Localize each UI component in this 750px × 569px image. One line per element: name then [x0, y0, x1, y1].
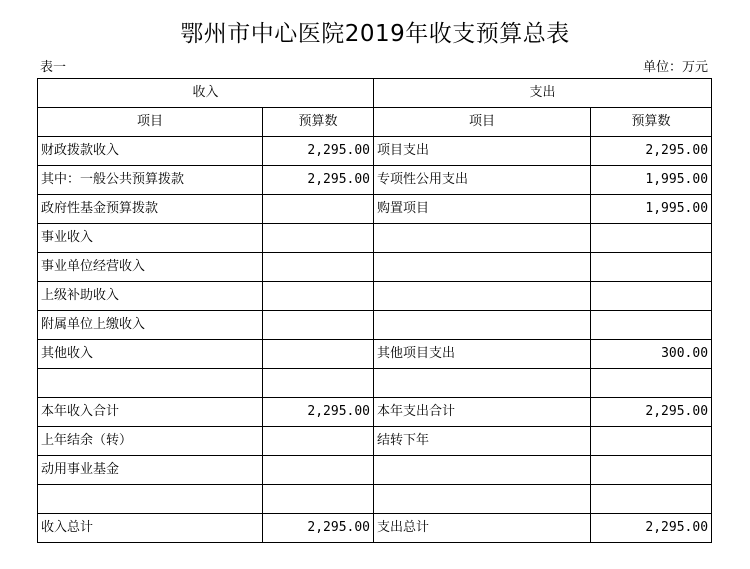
- table-row: [38, 311, 712, 340]
- expense-item-cell: 支出总计: [374, 514, 591, 543]
- income-item-cell: [38, 369, 263, 398]
- expense-item-cell: [374, 485, 591, 514]
- income-amount-cell: [263, 311, 374, 340]
- expense-amount-cell: 2,295.00: [591, 514, 712, 543]
- income-item-cell: 其他收入: [38, 340, 263, 369]
- table-row: [38, 340, 712, 369]
- income-amount-cell: 2,295.00: [263, 166, 374, 195]
- income-amount-cell: 2,295.00: [263, 398, 374, 427]
- expense-amount-cell: [591, 369, 712, 398]
- income-item-cell: 上年结余（转）: [38, 427, 263, 456]
- column-header-row: [38, 108, 712, 137]
- income-amount-cell: [263, 485, 374, 514]
- expense-item-cell: 结转下年: [374, 427, 591, 456]
- table-row: [38, 224, 712, 253]
- expense-amount-cell: [591, 311, 712, 340]
- income-item-cell: 事业收入: [38, 224, 263, 253]
- expense-amount-cell: [591, 282, 712, 311]
- expense-item-cell: 其他项目支出: [374, 340, 591, 369]
- expense-item-cell: 项目支出: [374, 137, 591, 166]
- expense-item-cell: [374, 311, 591, 340]
- table-row: [38, 485, 712, 514]
- expense-item-cell: 购置项目: [374, 195, 591, 224]
- table-number: 表一: [40, 60, 67, 75]
- table-row: [38, 456, 712, 485]
- income-amount-cell: [263, 427, 374, 456]
- income-amount-cell: 2,295.00: [263, 137, 374, 166]
- expense-item-cell: [374, 224, 591, 253]
- income-item-cell: 附属单位上缴收入: [38, 311, 263, 340]
- income-amount-cell: [263, 369, 374, 398]
- expense-amount-cell: [591, 485, 712, 514]
- income-amount-cell: [263, 195, 374, 224]
- income-item-cell: 事业单位经营收入: [38, 253, 263, 282]
- table-row: [38, 137, 712, 166]
- table-row: [38, 253, 712, 282]
- expense-item-cell: [374, 282, 591, 311]
- expense-amount-cell: 300.00: [591, 340, 712, 369]
- income-amount-cell: [263, 224, 374, 253]
- table-row: [38, 195, 712, 224]
- income-item-cell: 收入总计: [38, 514, 263, 543]
- income-item-cell: 其中：一般公共预算拨款: [38, 166, 263, 195]
- table-row: [38, 369, 712, 398]
- expense-item-cell: [374, 369, 591, 398]
- income-amount-cell: [263, 340, 374, 369]
- table-row: [38, 514, 712, 543]
- income-item-cell: 本年收入合计: [38, 398, 263, 427]
- income-item-cell: 财政拨款收入: [38, 137, 263, 166]
- expense-amount-cell: 1,995.00: [591, 195, 712, 224]
- expense-amount-header: 预算数: [591, 108, 712, 137]
- table-row: [38, 398, 712, 427]
- expense-amount-cell: [591, 224, 712, 253]
- income-item-cell: 上级补助收入: [38, 282, 263, 311]
- expense-amount-cell: 2,295.00: [591, 398, 712, 427]
- expense-item-header: 项目: [374, 108, 591, 137]
- expense-amount-cell: [591, 427, 712, 456]
- income-amount-cell: [263, 282, 374, 311]
- table-row: [38, 427, 712, 456]
- expense-item-cell: [374, 456, 591, 485]
- budget-table: [37, 78, 712, 543]
- income-amount-cell: [263, 253, 374, 282]
- expense-amount-cell: [591, 253, 712, 282]
- expense-item-cell: [374, 253, 591, 282]
- income-item-cell: 政府性基金预算拨款: [38, 195, 263, 224]
- expense-section-header: 支出: [374, 79, 712, 108]
- income-amount-cell: 2,295.00: [263, 514, 374, 543]
- unit-label: 单位：万元: [642, 60, 708, 75]
- data-rows: [38, 137, 712, 543]
- income-amount-cell: [263, 456, 374, 485]
- income-item-header: 项目: [38, 108, 263, 137]
- income-item-cell: 动用事业基金: [38, 456, 263, 485]
- table-row: [38, 166, 712, 195]
- income-amount-header: 预算数: [263, 108, 374, 137]
- table-row: [38, 282, 712, 311]
- section-header-row: [38, 79, 712, 108]
- income-item-cell: [38, 485, 263, 514]
- table-title: 鄂州市中心医院2019年收支预算总表: [180, 21, 570, 47]
- expense-item-cell: 专项性公用支出: [374, 166, 591, 195]
- expense-amount-cell: 1,995.00: [591, 166, 712, 195]
- expense-item-cell: 本年支出合计: [374, 398, 591, 427]
- income-section-header: 收入: [38, 79, 374, 108]
- expense-amount-cell: [591, 456, 712, 485]
- expense-amount-cell: 2,295.00: [591, 137, 712, 166]
